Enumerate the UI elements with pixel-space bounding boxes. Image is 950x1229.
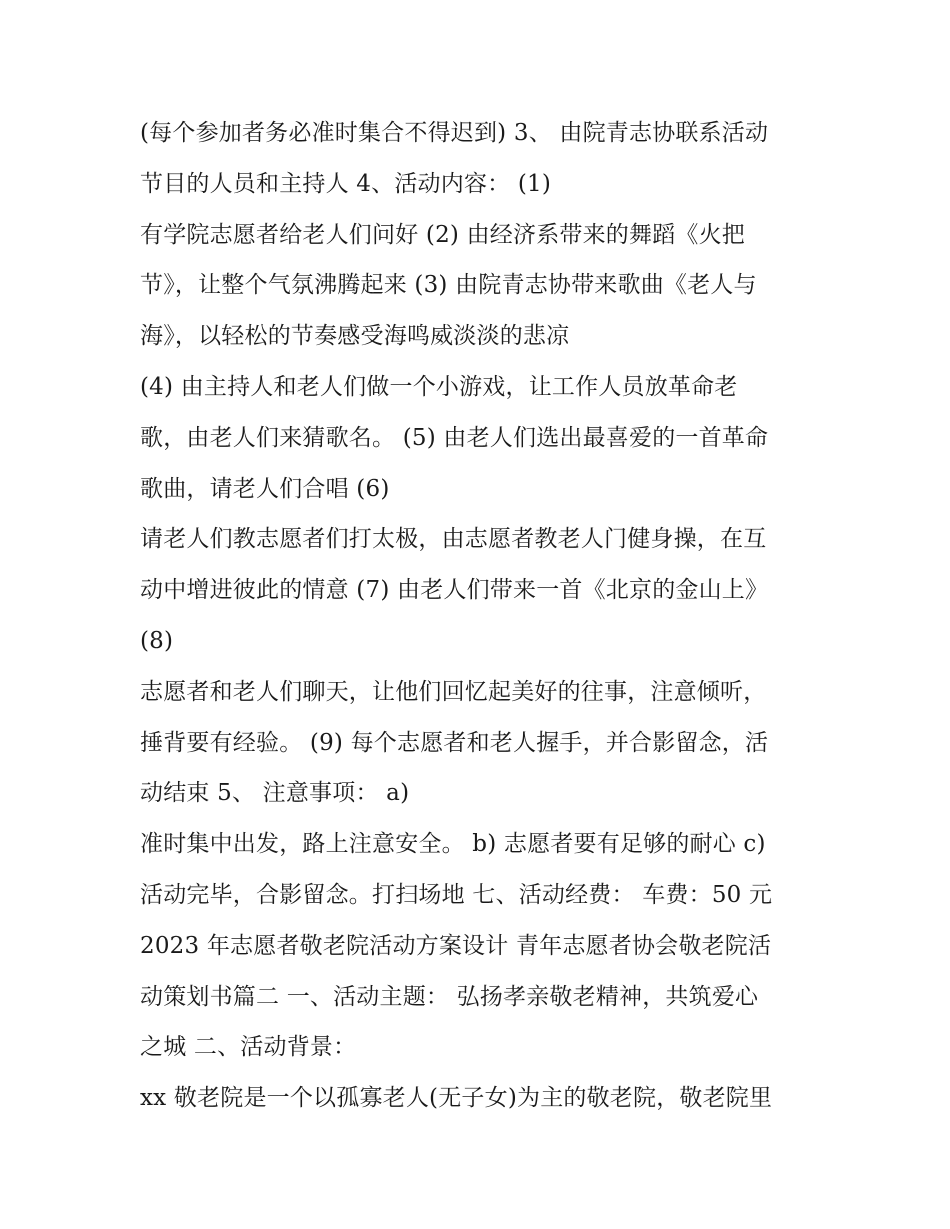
text-line: 动中增进彼此的情意 (7) 由老人们带来一首《北京的金山上》 <box>140 577 769 604</box>
text-line: xx 敬老院是一个以孤寡老人(无子女)为主的敬老院，敬老院里 <box>140 1085 773 1112</box>
text-line: 活动完毕，合影留念。打扫场地 七、活动经费： 车费：50 元 <box>140 881 773 908</box>
text-line: (8) <box>140 627 174 654</box>
text-line: 动策划书篇二 一、活动主题： 弘扬孝亲敬老精神，共筑爱心 <box>140 983 759 1010</box>
text-line: 准时集中出发，路上注意安全。 b) 志愿者要有足够的耐心 c) <box>140 831 766 858</box>
text-line: 捶背要有经验。 (9) 每个志愿者和老人握手，并合影留念，活 <box>140 729 769 756</box>
text-line: (4) 由主持人和老人们做一个小游戏，让工作人员放革命老 <box>140 373 738 400</box>
text-line: 有学院志愿者给老人们问好 (2) 由经济系带来的舞蹈《火把 <box>140 221 746 248</box>
text-line: 志愿者和老人们聊天，让他们回忆起美好的往事，注意倾听， <box>140 678 767 705</box>
text-line: 之城 二、活动背景： <box>140 1034 357 1061</box>
text-line: 2023 年志愿者敬老院活动方案设计 青年志愿者协会敬老院活 <box>140 932 772 959</box>
text-line: 海》，以轻松的节奏感受海鸣威淡淡的悲凉 <box>140 323 570 350</box>
text-line: 歌，由老人们来猜歌名。 (5) 由老人们选出最喜爱的一首革命 <box>140 424 769 451</box>
text-line: 动结束 5、 注意事项： a) <box>140 780 410 807</box>
text-line: 歌曲，请老人们合唱 (6) <box>140 475 390 502</box>
text-line: 节》，让整个气氛沸腾起来 (3) 由院青志协带来歌曲《老人与 <box>140 272 757 299</box>
text-line: 请老人们教志愿者们打太极，由志愿者教老人门健身操，在互 <box>140 526 767 553</box>
text-line: 节目的人员和主持人 4、活动内容： (1) <box>140 170 552 197</box>
document-body <box>140 108 830 1124</box>
text-line: (每个参加者务必准时集合不得迟到) 3、 由院青志协联系活动 <box>140 120 769 146</box>
